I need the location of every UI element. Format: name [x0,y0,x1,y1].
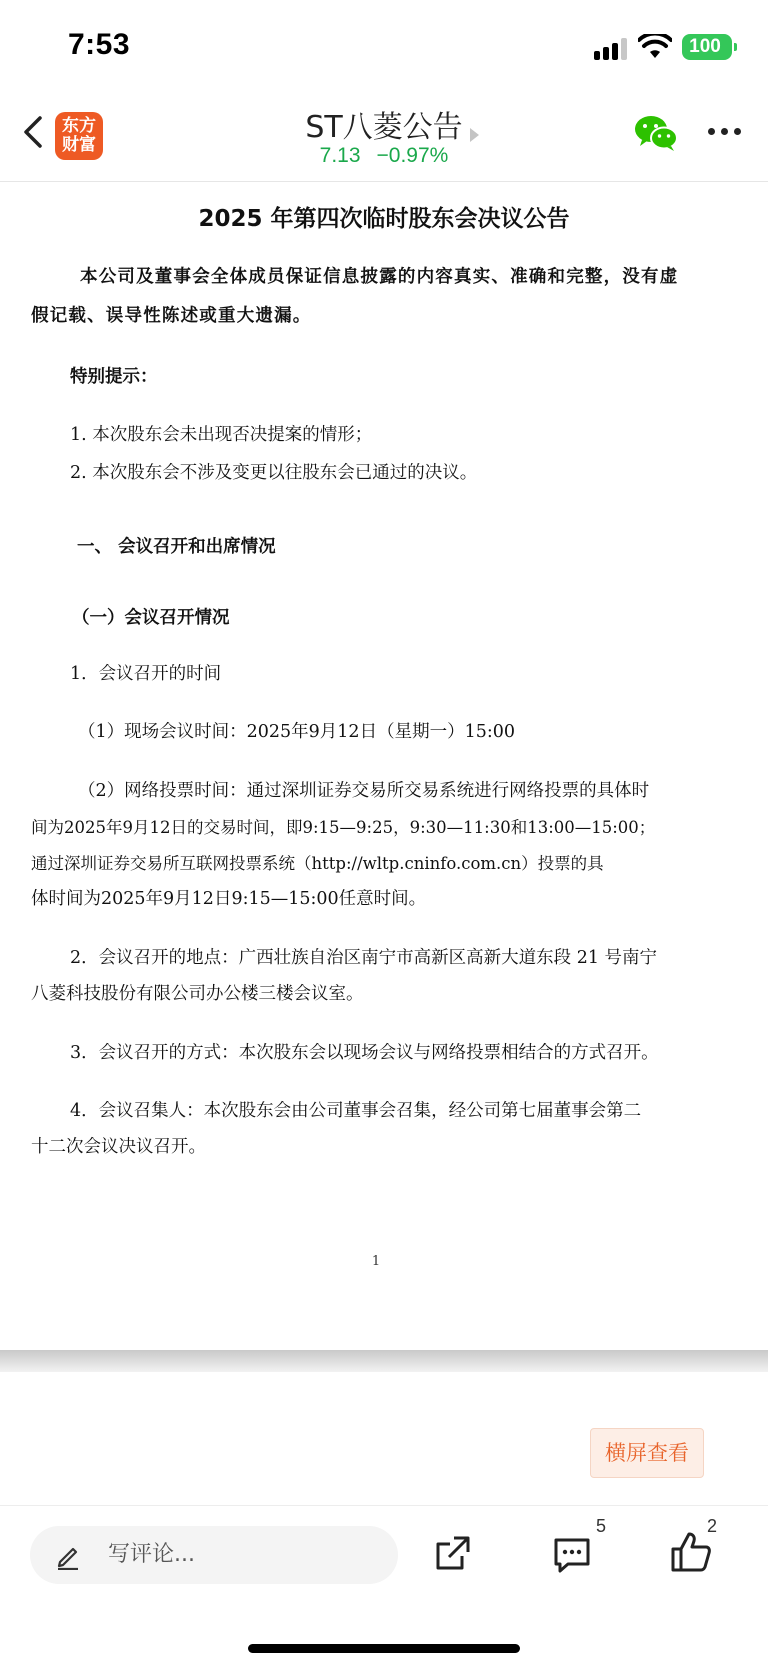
wifi-icon [638,34,672,60]
landscape-view-button[interactable]: 横屏查看 [590,1428,704,1478]
document-title: 2025 年第四次临时股东会决议公告 [198,206,570,232]
page-number: 1 [371,1254,381,1269]
online-voting-line: （2）网络投票时间：通过深圳证券交易所交易系统进行网络投票的具体时 [78,781,650,801]
notice-item: 2. 本次股东会不涉及变更以往股东会已通过的决议。 [70,463,478,483]
nav-bar [0,96,768,182]
comment-placeholder: 写评论... [108,1542,195,1567]
disclaimer-line-2: 假记载、误导性陈述或重大遗漏。 [31,306,312,326]
thumbs-up-icon[interactable] [670,1530,712,1574]
special-notice-heading: 特别提示： [70,367,158,387]
wechat-icon[interactable] [634,114,678,152]
bottom-action-bar [0,1505,768,1663]
section-heading: 一、 会议召开和出席情况 [77,537,276,557]
logo-line1: 东方 [62,116,96,136]
back-button[interactable] [14,112,54,152]
status-bar [0,0,768,96]
meeting-location-line: 八菱科技股份有限公司办公楼三楼会议室。 [31,984,364,1004]
meeting-time-heading: 1．会议召开的时间 [70,664,222,684]
disclaimer-line-1: 本公司及董事会全体成员保证信息披露的内容真实、准确和完整，没有虚 [80,267,679,287]
cellular-signal-icon [594,38,628,60]
stock-quote[interactable] [240,144,528,168]
meeting-method: 3．会议召开的方式：本次股东会以现场会议与网络投票相结合的方式召开。 [70,1043,659,1063]
stock-change: −0.97% [376,144,449,167]
comment-bubble-icon[interactable] [552,1534,592,1574]
battery-icon [682,34,732,60]
page-separator [0,1350,768,1372]
meeting-convener-line: 十二次会议决议召开。 [31,1137,206,1157]
notice-item: 1. 本次股东会未出现否决提案的情形； [70,425,373,445]
play-arrow-icon [470,128,479,142]
comment-count: 5 [596,1516,607,1536]
logo-line2: 财富 [62,135,96,155]
battery-level: 100 [689,36,721,57]
online-voting-line: 通过深圳证券交易所互联网投票系统（http://wltp.cninfo.com.cn）投票的具 [31,854,604,873]
meeting-convener-line: 4．会议召集人：本次股东会由公司董事会召集，经公司第七届董事会第二 [70,1101,642,1121]
status-time: 7:53 [68,28,131,61]
home-indicator [248,1644,520,1653]
page-title[interactable]: ST八菱公告 [305,110,463,145]
subsection-heading: （一）会议召开情况 [72,608,230,628]
meeting-location-line: 2．会议召开的地点：广西壮族自治区南宁市高新区高新大道东段 21 号南宁 [70,948,658,968]
share-icon[interactable] [432,1534,472,1574]
onsite-meeting-time: （1）现场会议时间：2025年9月12日（星期一）15:00 [78,722,516,742]
like-count: 2 [707,1516,718,1536]
app-logo [55,112,103,160]
pen-icon [54,1542,82,1570]
comment-input[interactable] [30,1526,398,1584]
online-voting-line: 间为2025年9月12日的交易时间，即9:15—9:25，9:30—11:30和13:00—15:00； [31,818,656,837]
online-voting-line: 体时间为2025年9月12日9:15—15:00任意时间。 [31,889,427,909]
more-button[interactable] [708,126,742,138]
stock-price: 7.13 [319,144,361,167]
